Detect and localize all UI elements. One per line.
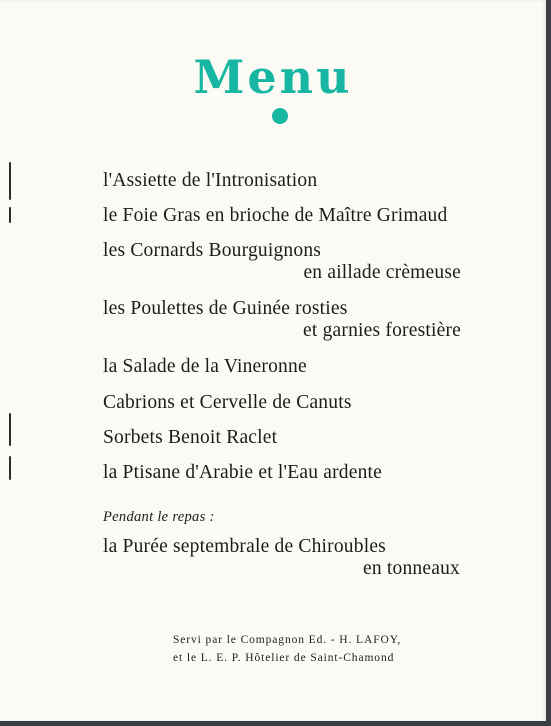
during-meal-puree-detail: en tonneaux [363, 558, 460, 579]
course-cornards-detail: en aillade crèmeuse [303, 262, 461, 283]
course-cabrions: Cabrions et Cervelle de Canuts [103, 392, 352, 413]
course-foie-gras: le Foie Gras en brioche de Maître Grimaud [103, 205, 448, 226]
course-poulettes: les Poulettes de Guinée rosties [103, 298, 348, 319]
binding-mark [9, 162, 11, 200]
course-ptisane: la Ptisane d'Arabie et l'Eau ardente [103, 462, 382, 483]
footer-line-2: et le L. E. P. Hôtelier de Saint-Chamond [173, 652, 395, 664]
title-dot-ornament [272, 108, 288, 124]
binding-mark [9, 207, 11, 223]
binding-mark [9, 413, 11, 446]
course-sorbets: Sorbets Benoit Raclet [103, 427, 278, 448]
menu-title: Menu [193, 50, 353, 104]
course-salade: la Salade de la Vineronne [103, 356, 307, 377]
course-poulettes-detail: et garnies forestière [303, 320, 461, 341]
binding-mark [9, 456, 11, 480]
footer-line-1: Servi par le Compagnon Ed. - H. LAFOY, [173, 634, 402, 646]
course-assiette: l'Assiette de l'Intronisation [103, 170, 318, 191]
during-meal-puree: la Purée septembrale de Chiroubles [103, 536, 386, 557]
during-meal-label: Pendant le repas : [103, 509, 215, 525]
course-cornards: les Cornards Bourguignons [103, 240, 322, 261]
